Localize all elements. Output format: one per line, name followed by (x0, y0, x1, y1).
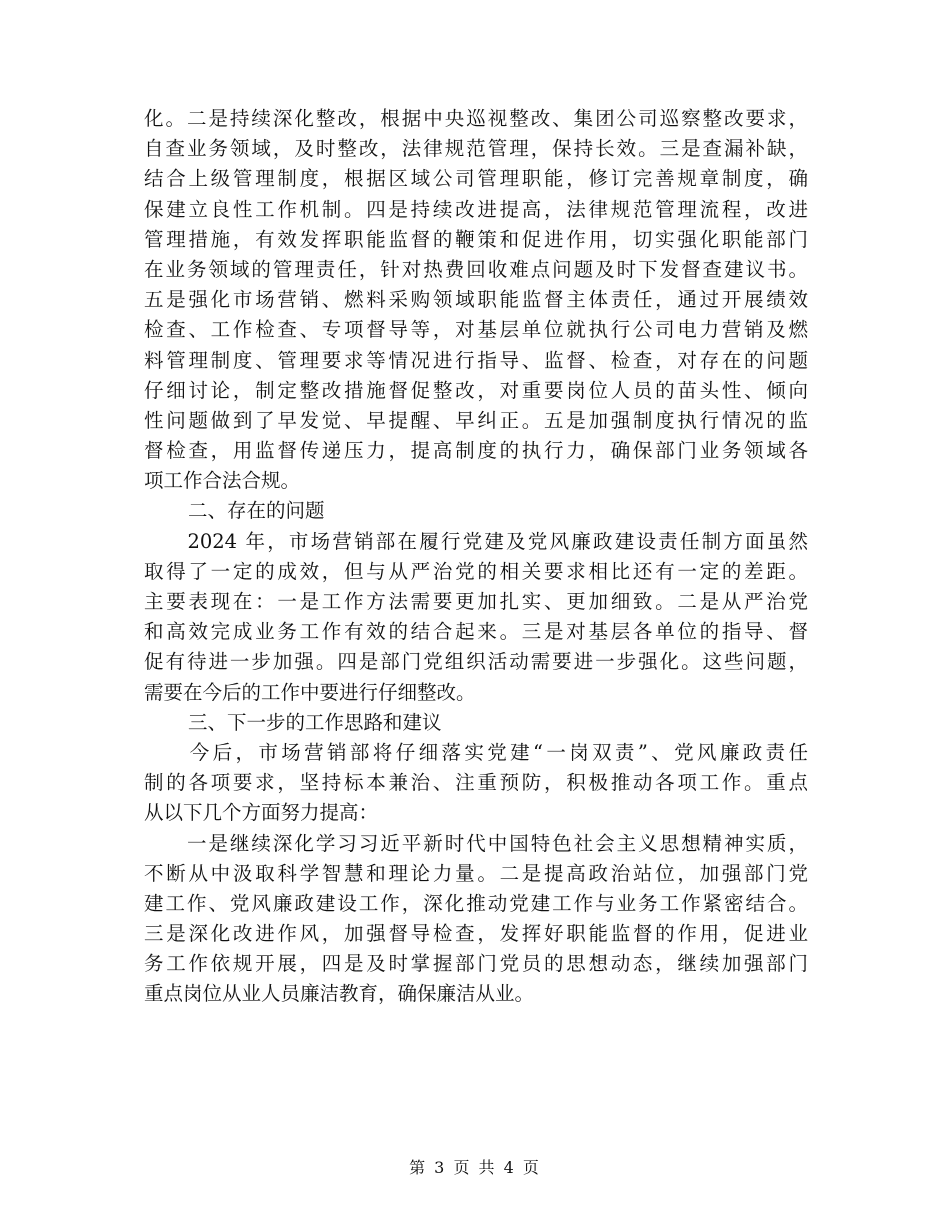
text-line: 三是深化改进作风，加强督导检查，发挥好职能监督的作用，促进业 (144, 922, 808, 946)
text-line: 化。二是持续深化整改，根据中央巡视整改、集团公司巡察整改要求， (144, 107, 808, 130)
text-line: 从以下几个方面努力提高： (144, 801, 379, 825)
text-line: 仔细讨论，制定整改措施督促整改，对重要岗位人员的苗头性、倾向 (144, 378, 808, 402)
page-number-footer: 第 3 页 共 4 页 (409, 1158, 541, 1177)
text-line: 自查业务领域，及时整改，法律规范管理，保持长效。三是查漏补缺， (144, 137, 808, 161)
text-line: 建工作、党风廉政建设工作，深化推动党建工作与业务工作紧密结合。 (144, 891, 808, 915)
text-line: 促有待进一步加强。四是部门党组织活动需要进一步强化。这些问题， (144, 650, 808, 674)
text-line: 2024 年，市场营销部在履行党建及党风廉政建设责任制方面虽然 (144, 529, 808, 553)
text-line: 管理措施，有效发挥职能监督的鞭策和促进作用，切实强化职能部门 (144, 227, 808, 251)
text-line: 重点岗位从业人员廉洁教育，确保廉洁从业。 (144, 982, 535, 1006)
text-line: 不断从中汲取科学智慧和理论力量。二是提高政治站位，加强部门党 (144, 861, 808, 885)
text-line: 务工作依规开展，四是及时掌握部门党员的思想动态，继续加强部门 (144, 952, 808, 976)
text-line: 五是强化市场营销、燃料采购领域职能监督主体责任，通过开展绩效 (144, 288, 808, 312)
text-line: 需要在今后的工作中要进行仔细整改。 (144, 680, 476, 704)
section-heading-problems: 二、存在的问题 (188, 499, 325, 523)
text-line: 项工作合法合规。 (144, 469, 301, 493)
text-line: 检查、工作检查、专项督导等，对基层单位就执行公司电力营销及燃 (144, 318, 808, 342)
text-line: 和高效完成业务工作有效的结合起来。三是对基层各单位的指导、督 (144, 620, 808, 644)
text-line: 结合上级管理制度，根据区域公司管理职能，修订完善规章制度，确 (144, 167, 808, 191)
section-heading-next-steps: 三、下一步的工作思路和建议 (188, 710, 442, 734)
text-line: 取得了一定的成效，但与从严治党的相关要求相比还有一定的差距。 (144, 559, 808, 583)
text-line: 在业务领域的管理责任，针对热费回收难点问题及时下发督查建议书。 (144, 257, 808, 281)
text-line: 主要表现在：一是工作方法需要更加扎实、更加细致。二是从严治党 (144, 590, 808, 613)
document-body (144, 104, 808, 1010)
text-line: 督检查，用监督传递压力，提高制度的执行力，确保部门业务领域各 (144, 439, 808, 463)
text-line: 性问题做到了早发觉、早提醒、早纠正。五是加强制度执行情况的监 (144, 408, 808, 432)
text-line: 一是继续深化学习习近平新时代中国特色社会主义思想精神实质， (144, 831, 808, 855)
text-line: 制的各项要求，坚持标本兼治、注重预防，积极推动各项工作。重点 (144, 771, 808, 795)
text-line: 今后，市场营销部将仔细落实党建“一岗双责”、党风廉政责任 (144, 740, 808, 764)
text-line: 保建立良性工作机制。四是持续改进提高，法律规范管理流程，改进 (144, 197, 808, 221)
text-line: 料管理制度、管理要求等情况进行指导、监督、检查，对存在的问题 (144, 348, 808, 372)
